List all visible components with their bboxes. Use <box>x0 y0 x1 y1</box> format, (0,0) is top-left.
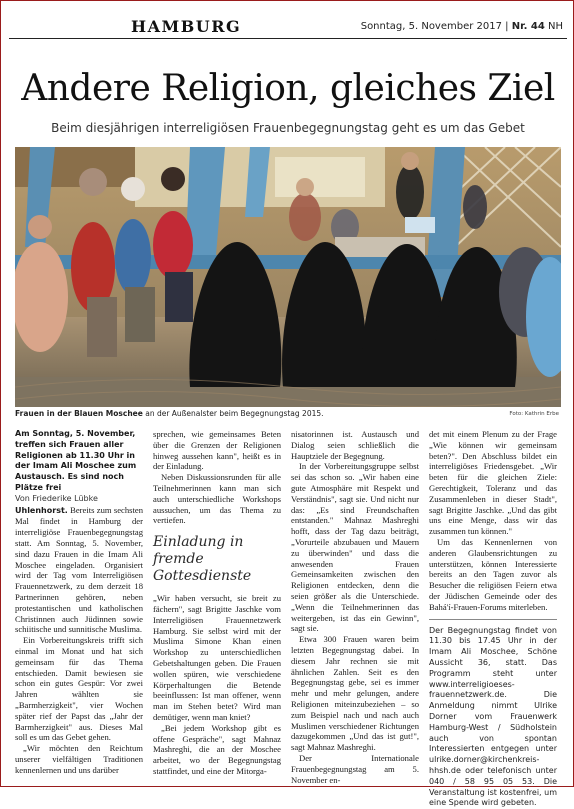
author-byline: Von Friederike Lübke <box>15 493 98 503</box>
headline: Andere Religion, gleiches Ziel <box>21 68 555 109</box>
caption-text: an der Außenalster beim Begegnungstag 2015. <box>142 409 324 418</box>
paragraph: In der Vorbereitungsgruppe selbst sei das schon so. „Wir haben eine gute Atmosphäre mit Respekt und Verständnis", sagt sie. Und nicht nur das: „Es sind Freundschaften entstanden." Mahnaz Mashreghi hofft, dass der Tag dazu beiträgt, „Vorurteile abzubauen und Mauern zu überwinden" und dass die anwesenden Frauen Gemeinsamkeiten zwischen den Religionen entdecken, denn die seien größer als die Unterschiede. „Wenn die Teilnehmerinnen das weitergeben, ist das ein Gewinn", sagt sie. <box>291 461 419 634</box>
article-lead: Am Sonntag, 5. November, treffen sich Frauen aller Religionen ab 11.30 Uhr in der Imam Ali Moschee zum Austausch. Es sind noch Plätze frei <box>15 429 137 492</box>
section-subheading: Einladung in fremde Gottesdienste <box>153 534 252 585</box>
header-rule <box>9 38 567 39</box>
section-title: HAMBURG <box>131 17 242 36</box>
dateline-location: Uhlenhorst. <box>15 505 68 515</box>
dateline: Sonntag, 5. November 2017 | Nr. 44 NH <box>360 21 563 32</box>
paragraph: sprechen, wie gemeinsames Beten über die Grenzen der Religionen hinweg aussehen kann", heißt es in der Einladung. <box>153 429 281 472</box>
region-code: NH <box>548 21 563 32</box>
subheadline: Beim diesjährigen interreligiösen Frauenbegegnungstag geht es um das Gebet <box>51 121 525 135</box>
page-header <box>9 11 567 41</box>
photo-credit: Foto: Kathrin Erbe <box>509 411 559 417</box>
paragraph: Neben Diskussionsrunden für alle Teilnehmerinnen kann man sich auch unterschiedliche Workshops aussuchen, um das Thema zu vertiefen. <box>153 472 281 526</box>
info-box: Der Begegnungstag findet von 11.30 bis 17.45 Uhr in der Imam Ali Moschee, Schöne Aussicht 36, statt. Das Programm steht unter www.interreligioeses-frauennetzwerk.de. Die Anmeldung nimmt Ulrike Dorner vom Frauenwerk Hamburg-West / Südholstein auch von spontan Interessierten entgegen unter ulrike.dorner@kirchenkreis-hhsh.de oder telefonisch unter 040 / 58 95 05 53. Die Veranstaltung ist kostenfrei, um eine Spende wird gebeten. <box>429 625 557 808</box>
article-photo <box>15 147 561 407</box>
article-column-4 <box>429 429 557 809</box>
info-divider <box>429 619 557 620</box>
paragraph: Ein Vorbereitungskreis trifft sich einmal im Monat und hat sich gemeinsam für das Thema entschieden. Damit bewiesen sie schon ein gutes Gespür: Vor zwei Jahren wählten sie „Barmherzigkeit", vier Wochen später rief der Papst das „Jahr der Barmherzigkeit" aus. Dieses Mal soll es um das Gebet gehen. <box>15 635 143 743</box>
paragraph: det mit einem Plenum zu der Frage „Wie können wir gemeinsam beten?". Den Abschluss bildet ein interreligiöses Friedensgebet. „Wir beten für die gleichen Ziele: Gerechtigkeit, Toleranz und das Zusammenleben in dieser Stadt", sagt Brigitte Jaschke. „Und das gibt uns eine Menge, dass wir das zusammen tun können." <box>429 429 557 537</box>
paragraph: „Bei jedem Workshop gibt es offene Gespräche", sagt Mahnaz Mashreghi, die an der Moschee arbeitet, wo der Begegnungstag stattfindet, und eine der Mitorga- <box>153 722 281 776</box>
article-column-3 <box>291 429 419 785</box>
article-column-1 <box>15 429 143 776</box>
photo-caption <box>15 409 561 418</box>
paragraph: Uhlenhorst. Bereits zum sechsten Mal findet in Hamburg der interreligiöse Frauenbegegnungstag statt. Am Sonntag, 5. November, sind dazu Frauen in die Imam Ali Moschee eingeladen. Organisiert wird der Tag vom Interreligiösen Frauennetzwerk, zu dem derzeit 18 Partnerinnen gehören, neben protestantischen und katholischen Christinnen auch Jüdinnen sowie schiitische und sunnitische Muslima. <box>15 504 143 635</box>
paragraph: „Wir möchten den Reichtum unserer vielfältigen Traditionen kennenlernen und uns darüber <box>15 743 143 775</box>
article-column-2 <box>153 429 281 777</box>
issue-date: Sonntag, 5. November 2017 <box>360 21 502 32</box>
paragraph: Etwa 300 Frauen waren beim letzten Begegnungstag dabei. In diesem Jahr rechnen sie mit ähnlichen Zahlen. Seit es den Begegnungstag gebe, sei es immer mehr und mehr gelungen, andere Religionen miteinzubeziehen – so zum Beispiel nach und nach auch Muslimen verschiedener Richtungen dazugekommen „Und das ist gut!", sagt Mahnaz Mashreghi. <box>291 634 419 753</box>
mosque-photo-illustration <box>15 147 561 407</box>
issue-number: Nr. 44 <box>511 21 545 32</box>
paragraph: Der Internationale Frauenbegegnungstag am 5. November en- <box>291 752 419 785</box>
paragraph: „Wir haben versucht, sie breit zu fächern", sagt Brigitte Jaschke vom Interreligiösen Frauennetzwerk Hamburg. Sie selbst wird mit der Muslima Simone Khan einen Workshop zu unterschiedlichen Gebetshaltungen geben. Die Frauen wollen spüren, wie verschiedene Körperhaltungen die Betende beeinflussen: Ist man offener, wenn man im Stehen betet? Wird man demütiger, wenn man kniet? <box>153 593 281 722</box>
paragraph: nisatorinnen ist. Austausch und Dialog seien schließlich die Hauptziele der Begegnung. <box>291 429 419 461</box>
caption-bold: Frauen in der Blauen Moschee <box>15 409 143 418</box>
paragraph: Um das Kennenlernen von anderen Glaubensrichtungen zu unterstützen, können Interessierte bereits an den Tagen zuvor als Besucher die religiösen Feiern etwa der Jüdischen Gemeinde oder des Bahá'í-Frauen-Forums miterleben. <box>429 536 557 612</box>
